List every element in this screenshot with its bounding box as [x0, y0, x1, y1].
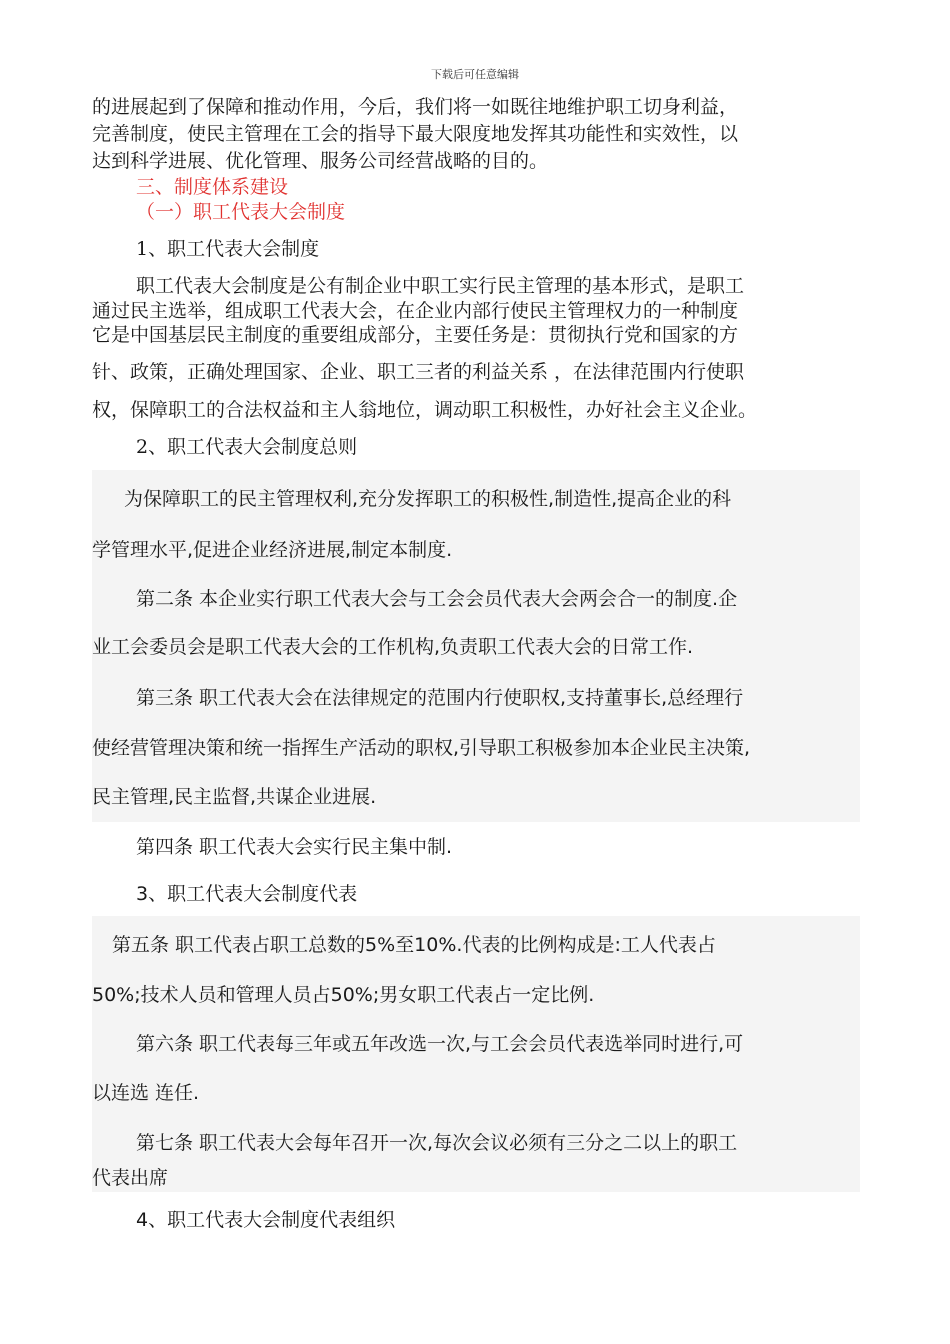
body-line: 以连选 连任. — [92, 1082, 200, 1104]
body-line: 通过民主选举，组成职工代表大会，在企业内部行使民主管理权力的一种制度 — [92, 300, 739, 322]
item-heading: 2、职工代表大会制度总则 — [136, 436, 358, 458]
body-line: 学管理水平,促进企业经济进展,制定本制度. — [92, 539, 453, 561]
body-line: 第六条 职工代表每三年或五年改选一次,与工会会员代表选举同时进行,可 — [136, 1033, 744, 1055]
body-line: 权，保障职工的合法权益和主人翁地位，调动职工积极性，办好社会主义企业。 — [92, 399, 758, 421]
body-line: 50%;技术人员和管理人员占50%;男女职工代表占一定比例. — [92, 984, 595, 1006]
intro-line: 的进展起到了保障和推动作用，今后，我们将一如既往地维护职工切身利益， — [92, 96, 739, 118]
body-line: 代表出席 — [92, 1167, 169, 1189]
item-heading: 4、职工代表大会制度代表组织 — [136, 1209, 396, 1231]
page-header: 下载后可任意编辑 — [431, 68, 519, 81]
body-line: 为保障职工的民主管理权利,充分发挥职工的积极性,制造性,提高企业的科 — [124, 488, 732, 510]
intro-line: 达到科学进展、优化管理、服务公司经营战略的目的。 — [92, 150, 549, 172]
body-line: 第五条 职工代表占职工总数的5%至10%.代表的比例构成是:工人代表占 — [112, 934, 716, 956]
body-line: 它是中国基层民主制度的重要组成部分，主要任务是：贯彻执行党和国家的方 — [92, 324, 739, 346]
body-line: 第三条 职工代表大会在法律规定的范围内行使职权,支持董事长,总经理行 — [136, 687, 744, 709]
body-line: 第二条 本企业实行职工代表大会与工会会员代表大会两会合一的制度.企 — [136, 588, 738, 610]
section-heading: 三、制度体系建设 — [136, 176, 289, 198]
body-line: 使经营管理决策和统一指挥生产活动的职权,引导职工积极参加本企业民主决策, — [92, 737, 751, 759]
subsection-heading: （一）职工代表大会制度 — [136, 201, 346, 223]
body-line: 职工代表大会制度是公有制企业中职工实行民主管理的基本形式，是职工 — [136, 275, 745, 297]
body-line: 业工会委员会是职工代表大会的工作机构,负责职工代表大会的日常工作. — [92, 636, 694, 658]
item-heading: 1、职工代表大会制度 — [136, 238, 320, 260]
article-line: 第四条 职工代表大会实行民主集中制. — [136, 836, 453, 858]
body-line: 第七条 职工代表大会每年召开一次,每次会议必须有三分之二以上的职工 — [136, 1132, 738, 1154]
body-line: 民主管理,民主监督,共谋企业进展. — [92, 786, 377, 808]
item-heading: 3、职工代表大会制度代表 — [136, 883, 358, 905]
intro-line: 完善制度，使民主管理在工会的指导下最大限度地发挥其功能性和实效性，以 — [92, 123, 739, 145]
body-line: 针、政策，正确处理国家、企业、职工三者的利益关系 ，在法律范围内行使职 — [92, 361, 745, 383]
